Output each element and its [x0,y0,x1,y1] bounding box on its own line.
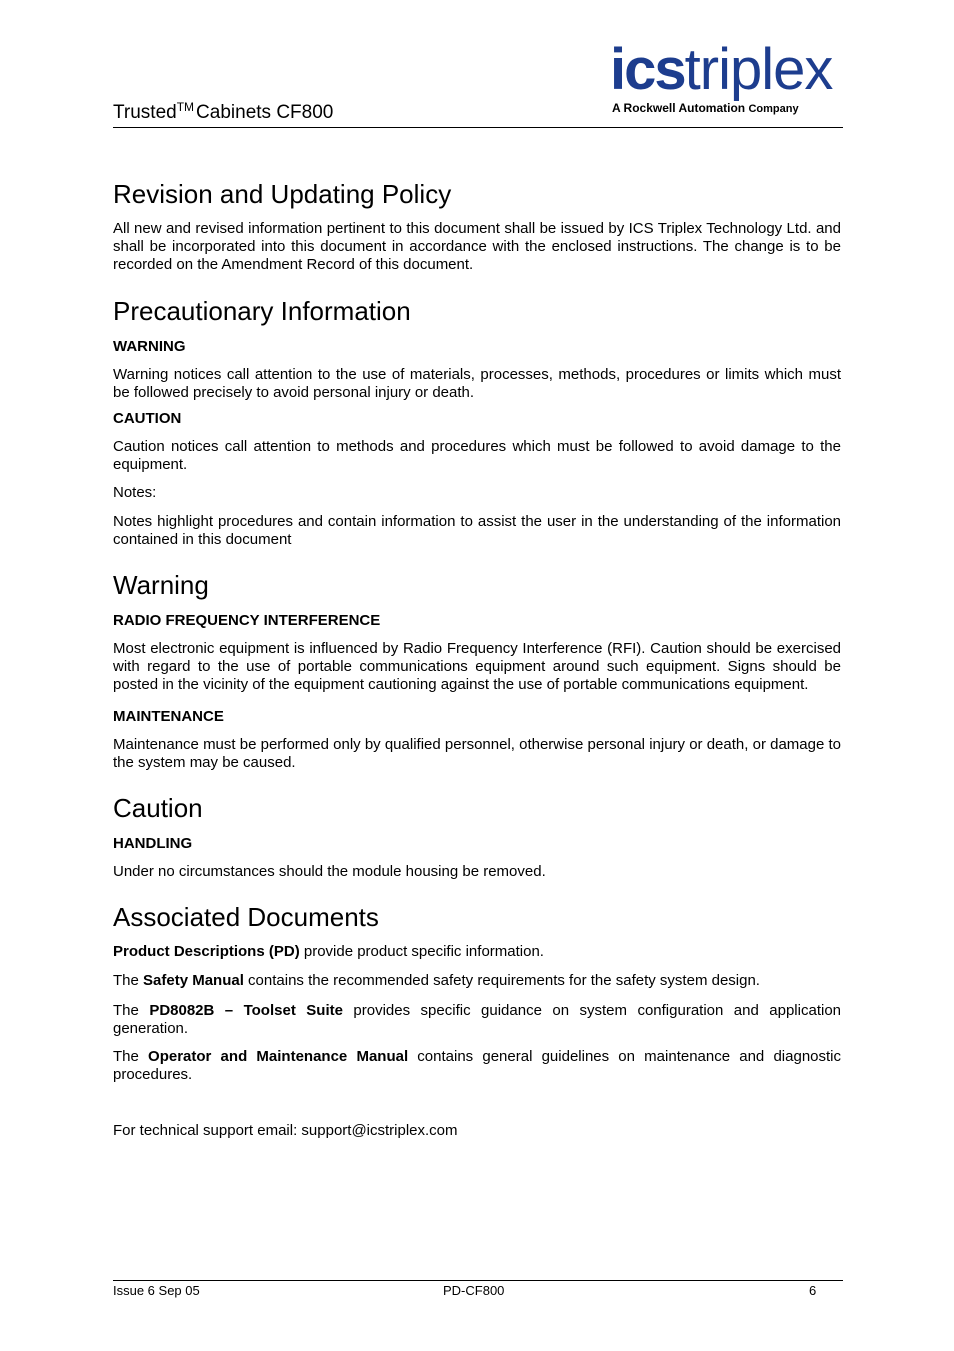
footer-page-number: 6 [809,1283,817,1298]
support-line: For technical support email: support@icstriplex.com [113,1122,458,1140]
warning-heading: Warning [113,570,209,601]
caution-heading: Caution [113,793,203,824]
maintenance-label: MAINTENANCE [113,707,224,725]
om-the: The [113,1048,149,1066]
notes-label: Notes: [113,484,157,502]
logo-ics: ics [610,37,685,102]
rfi-label: RADIO FREQUENCY INTERFERENCE [113,612,381,630]
header-title-prefix: Trusted [113,102,177,123]
ts-the: The [113,1001,150,1019]
pd-bold: Product Descriptions (PD) [113,943,300,961]
logo-company: Company [748,103,799,115]
logo-wordmark [610,37,833,102]
logo-tagline-text: A Rockwell Automation [612,101,746,115]
safety-manual-paragraph [113,972,841,990]
warning-body: Warning notices call attention to the use of materials, processes, methods, procedures or limits which must be followed precisely to avoid personal injury or death. [113,365,841,401]
maintenance-body: Maintenance must be performed only by qualified personnel, otherwise personal injury or death, or damage to the system may be caused. [113,735,841,771]
sm-rest: contains the recommended safety requirements for the safety system design. [243,972,760,990]
header-rule [113,127,843,128]
om-bold: Operator and Maintenance Manual [148,1048,409,1066]
footer-rule [113,1280,843,1281]
ts-bold: PD8082B – Toolset Suite [149,1001,343,1019]
logo-triplex: triplex [684,37,833,102]
revision-heading: Revision and Updating Policy [113,179,452,209]
revision-body: All new and revised information pertinent to this document shall be issued by ICS Triplex Technology Ltd. and shall be incorporated into this document in accordance with the enclosed instructions. The change is to be recorded on the Amendment Record of this document. [113,220,841,274]
handling-label: HANDLING [113,835,193,853]
ts-rest: provides specific guidance on system configuration and application generation. [113,1001,842,1037]
sm-bold: Safety Manual [143,972,244,990]
caution-body: Caution notices call attention to methods and procedures which must be followed to avoid damage to the equipment. [113,438,841,474]
logo-tagline [612,101,799,115]
warning-label: WARNING [113,337,186,355]
sm-the: The [113,972,144,990]
precautionary-heading: Precautionary Information [113,295,411,326]
footer-doc-id: PD-CF800 [443,1283,505,1298]
footer-issue: Issue 6 Sep 05 [113,1283,200,1298]
header-title-suffix: Cabinets CF800 [196,102,334,123]
document-content [113,176,841,1141]
header-title [113,100,333,124]
handling-body: Under no circumstances should the module housing be removed. [113,863,546,881]
rfi-body: Most electronic equipment is influenced by Radio Frequency Interference (RFI). Caution should be exercised with regard to the use of portable communications equipment around such equipment. Signs should be posted in the vicinity of the equipment cautioning against the use of portable communications equipment. [113,640,841,694]
ics-triplex-logo [610,37,844,120]
pd-rest: provide product specific information. [299,943,544,961]
associated-heading: Associated Documents [113,902,379,933]
caution-label: CAUTION [113,410,182,428]
om-rest: contains general guidelines on maintenance and diagnostic procedures. [113,1048,842,1084]
pd-paragraph [113,943,841,961]
toolset-paragraph [113,1002,841,1038]
operator-manual-paragraph [113,1048,841,1084]
trademark-sup: TM [176,100,195,114]
notes-body: Notes highlight procedures and contain information to assist the user in the understanding of the information contained in this document [113,512,841,548]
